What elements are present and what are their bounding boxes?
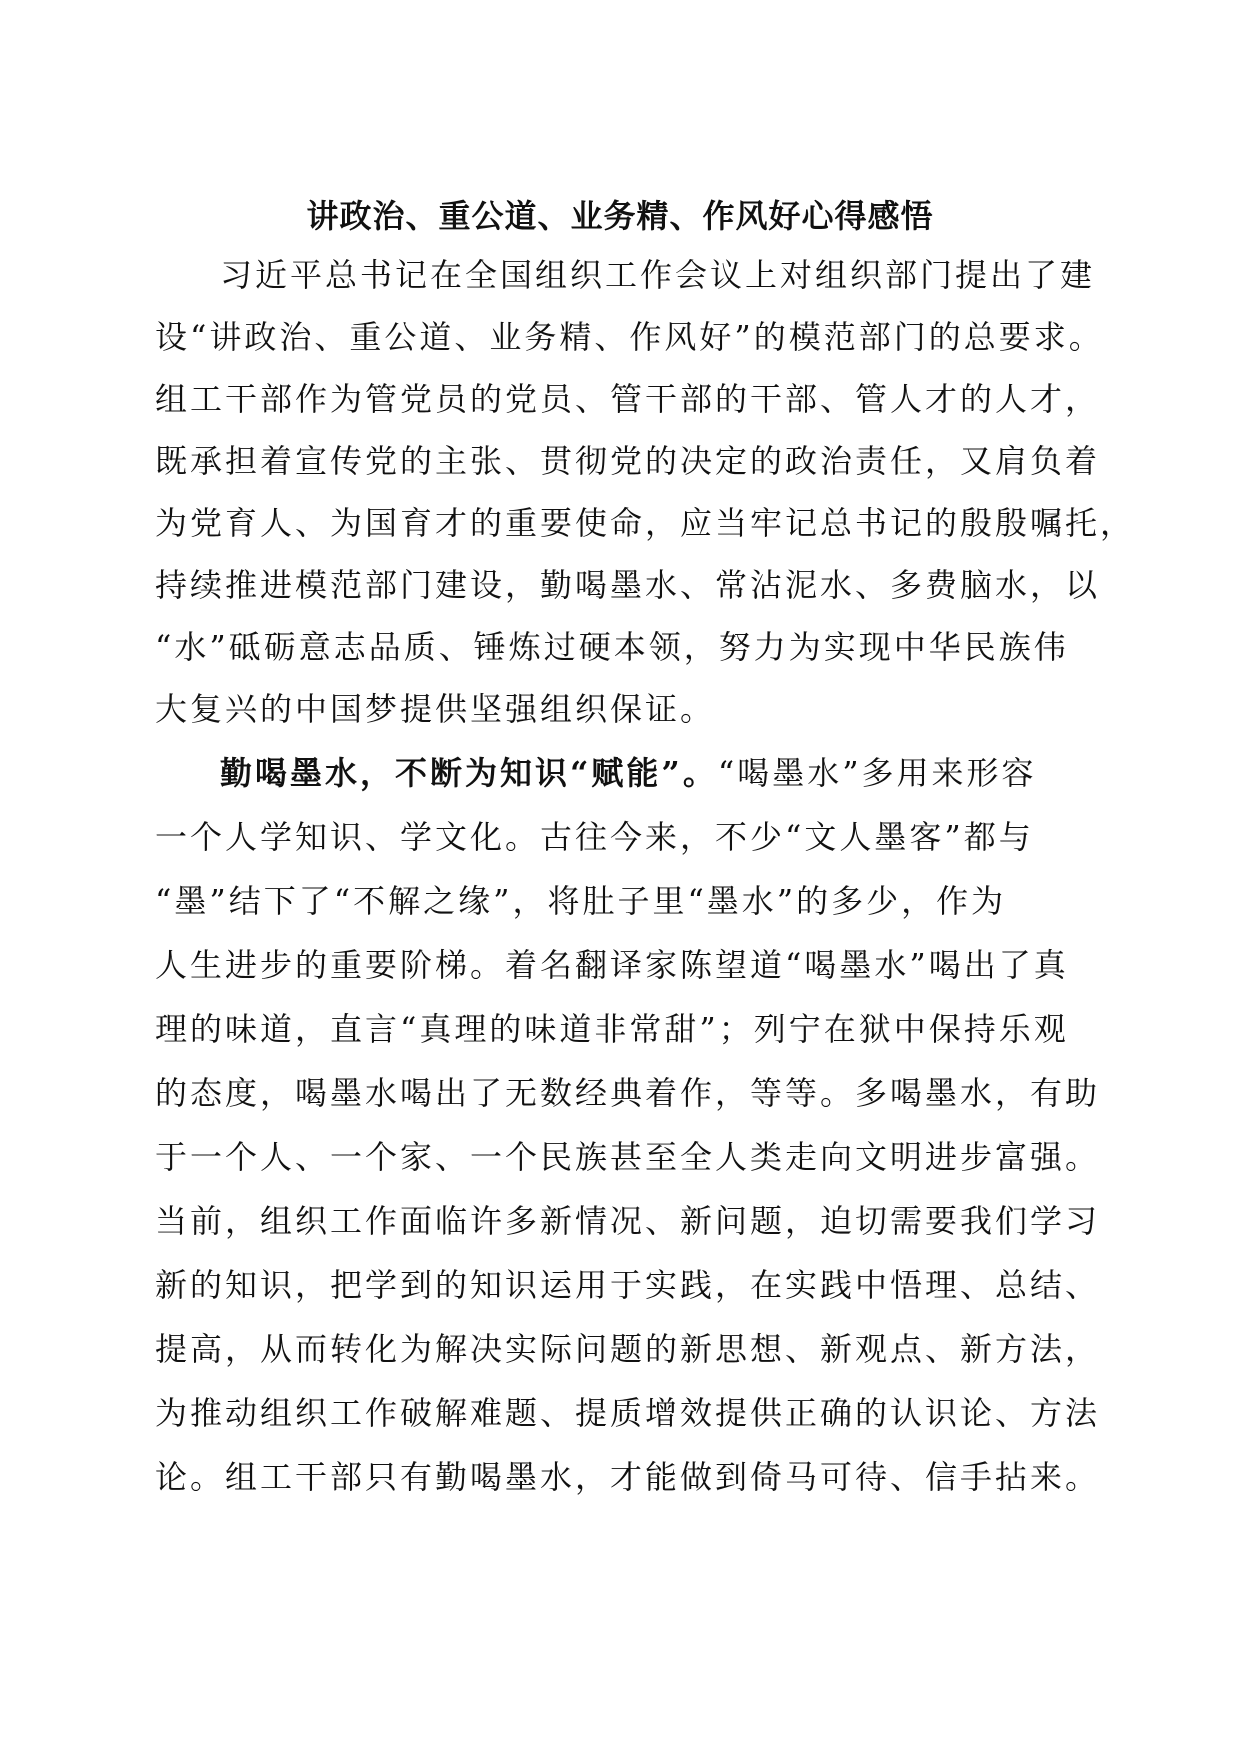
paragraph-1-line-4: 既承担着宣传党的主张、贯彻党的决定的政治责任，又肩负着 (155, 442, 1101, 480)
paragraph-2-line-8: 当前，组织工作面临许多新情况、新问题，迫切需要我们学习 (155, 1202, 1101, 1240)
paragraph-2-line-12: 论。组工干部只有勤喝墨水，才能做到倚马可待、信手拈来。 (155, 1458, 1101, 1496)
paragraph-2-line-7: 于一个人、一个家、一个民族甚至全人类走向文明进步富强。 (155, 1138, 1101, 1176)
paragraph-1-line-1: 习近平总书记在全国组织工作会议上对组织部门提出了建 (220, 256, 1096, 294)
paragraph-2-line-4: 人生进步的重要阶梯。着名翻译家陈望道“喝墨水”喝出了真 (155, 946, 1069, 984)
paragraph-2-line-10: 提高，从而转化为解决实际问题的新思想、新观点、新方法， (155, 1330, 1101, 1368)
paragraph-1-line-6: 持续推进模范部门建设，勤喝墨水、常沾泥水、多费脑水，以 (155, 566, 1101, 604)
paragraph-2-line-9: 新的知识，把学到的知识运用于实践，在实践中悟理、总结、 (155, 1266, 1101, 1304)
document-title: 讲政治、重公道、业务精、作风好心得感悟 (306, 197, 934, 235)
paragraph-2-line-11: 为推动组织工作破解难题、提质增效提供正确的认识论、方法 (155, 1394, 1101, 1432)
paragraph-1-line-8: 大复兴的中国梦提供坚强组织保证。 (155, 690, 716, 728)
paragraph-2-line-1 (220, 742, 1115, 804)
paragraph-2-lead-heading: 勤喝墨水，不断为知识“赋能”。 (220, 754, 718, 792)
paragraph-2-lead-text: “喝墨水”多用来形容 (717, 754, 1037, 792)
paragraph-1-line-3: 组工干部作为管党员的党员、管干部的干部、管人才的人才， (155, 380, 1101, 418)
paragraph-1-line-7: “水”砥砺意志品质、锤炼过硬本领，努力为实现中华民族伟 (155, 628, 1069, 666)
paragraph-1-line-2: 设“讲政治、重公道、业务精、作风好”的模范部门的总要求。 (155, 318, 1104, 356)
paragraph-2-line-6: 的态度，喝墨水喝出了无数经典着作，等等。多喝墨水，有助 (155, 1074, 1101, 1112)
paragraph-2-line-3: “墨”结下了“不解之缘”，将肚子里“墨水”的多少，作为 (155, 882, 1007, 920)
paragraph-2-line-2: 一个人学知识、学文化。古往今来，不少“文人墨客”都与 (155, 818, 1034, 856)
paragraph-1-line-5: 为党育人、为国育才的重要使命，应当牢记总书记的殷殷嘱托， (155, 504, 1136, 542)
paragraph-2-line-5: 理的味道，直言“真理的味道非常甜”；列宁在狱中保持乐观 (155, 1010, 1069, 1048)
